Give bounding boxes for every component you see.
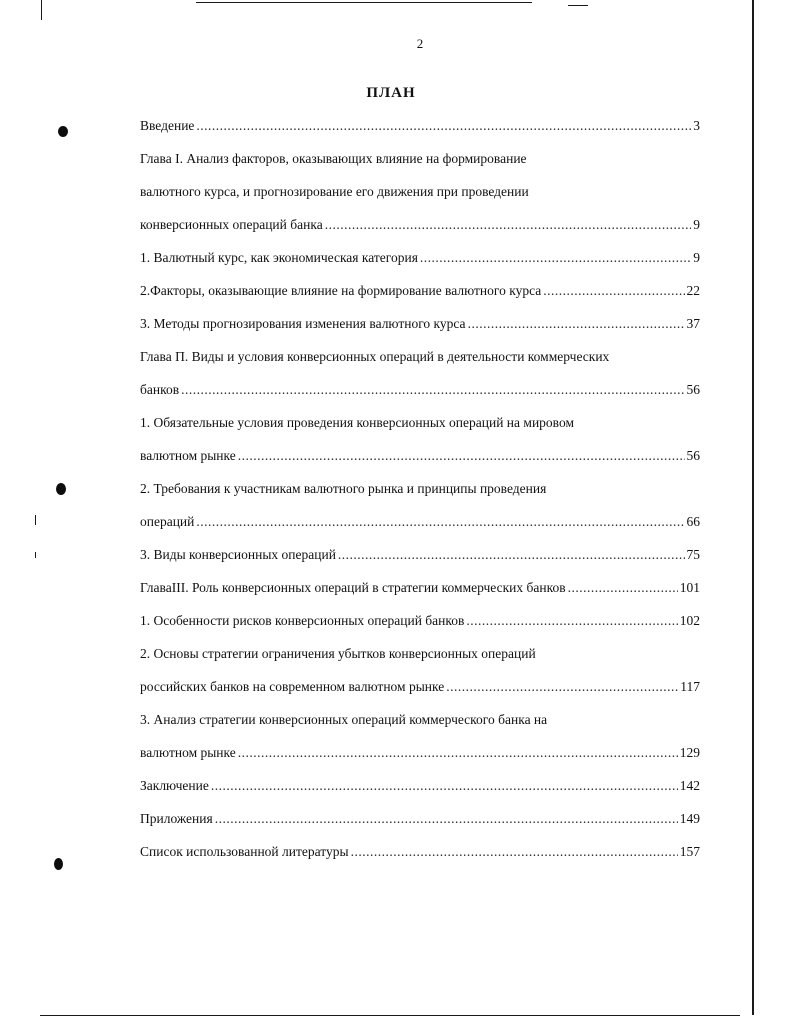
toc-entry-text: 2. Основы стратегии ограничения убытков конверсионных операций — [140, 646, 536, 661]
toc-line — [140, 607, 700, 640]
toc-entry-text: 2. Требования к участникам валютного рынка и принципы проведения — [140, 481, 547, 496]
toc-page-number: 149 — [679, 811, 700, 826]
toc-entry-text: 3. Виды конверсионных операций — [140, 547, 336, 562]
toc-line — [140, 640, 700, 673]
toc-line — [140, 409, 700, 442]
toc-entry-text: 3. Анализ стратегии конверсионных операций коммерческого банка на — [140, 712, 548, 727]
toc-line — [140, 178, 700, 211]
toc-entry-text: операций — [140, 514, 195, 529]
toc-page-number: 102 — [679, 613, 700, 628]
scan-mark-left-2 — [35, 552, 36, 558]
scan-left-edge — [41, 0, 42, 20]
toc-entry — [140, 310, 700, 343]
toc-entry-text: 3. Методы прогнозирования изменения валютного курса — [140, 316, 466, 331]
toc-leader-dots — [325, 211, 692, 238]
toc-page-number: 75 — [686, 547, 700, 562]
scan-bottom-rule — [40, 1015, 740, 1016]
toc-page-number: 129 — [679, 745, 700, 760]
scan-top-rule-left — [196, 2, 532, 3]
toc-entry-text: 2.Факторы, оказывающие влияние на формирование валютного курса — [140, 283, 542, 298]
toc-entry — [140, 772, 700, 805]
toc-line — [140, 739, 700, 772]
toc-entry-text: Глава I. Анализ факторов, оказывающих влияние на формирование — [140, 151, 527, 166]
scan-mark-left-1 — [35, 515, 36, 525]
toc-leader-dots — [468, 310, 685, 337]
toc-entry-text: ГлаваIII. Роль конверсионных операций в стратегии коммерческих банков — [140, 580, 566, 595]
toc-entry-text: валютном рынке — [140, 745, 236, 760]
toc-entry-text: российских банков на современном валютном рынке — [140, 679, 445, 694]
toc-page-number: 157 — [679, 844, 700, 859]
toc-line — [140, 145, 700, 178]
toc-line — [140, 508, 700, 541]
toc-line — [140, 277, 700, 310]
toc-leader-dots — [181, 376, 684, 403]
toc-entry-text: Заключение — [140, 778, 209, 793]
toc-page-number: 56 — [686, 382, 700, 397]
toc-entry-text: Список использованной литературы — [140, 844, 349, 859]
toc-leader-dots — [420, 244, 691, 271]
toc-leader-dots — [238, 442, 685, 469]
toc-line — [140, 673, 700, 706]
toc-entry-text: конверсионных операций банка — [140, 217, 323, 232]
toc-line — [140, 112, 700, 145]
toc-leader-dots — [196, 508, 684, 535]
punch-hole-middle — [56, 483, 66, 495]
toc-entry-text: валютного курса, и прогнозирование его движения при проведении — [140, 184, 529, 199]
toc-leader-dots — [196, 112, 691, 139]
toc-leader-dots — [568, 574, 678, 601]
toc-line — [140, 442, 700, 475]
toc-entry — [140, 607, 700, 640]
toc-entry — [140, 541, 700, 574]
toc-page-number: 142 — [679, 778, 700, 793]
toc-entry-text: Приложения — [140, 811, 213, 826]
toc-line — [140, 475, 700, 508]
toc-entry-text: 1. Особенности рисков конверсионных операций банков — [140, 613, 465, 628]
toc-line — [140, 706, 700, 739]
toc-line — [140, 541, 700, 574]
toc-entry — [140, 112, 700, 145]
toc-line — [140, 838, 700, 871]
toc-entry-text: валютном рынке — [140, 448, 236, 463]
toc-leader-dots — [338, 541, 685, 568]
toc-entry — [140, 805, 700, 838]
toc-page-number: 117 — [680, 679, 700, 694]
toc-entry — [140, 244, 700, 277]
toc-entry-text: Глава П. Виды и условия конверсионных операций в деятельности коммерческих — [140, 349, 610, 364]
toc-leader-dots — [351, 838, 678, 865]
toc-entry-text: 1. Обязательные условия проведения конверсионных операций на мировом — [140, 415, 574, 430]
toc-entry — [140, 640, 700, 706]
toc-page-number: 9 — [693, 217, 700, 232]
toc-leader-dots — [238, 739, 678, 766]
toc-page-number: 3 — [693, 118, 700, 133]
toc-page-number: 9 — [693, 250, 700, 265]
toc-page-number: 37 — [686, 316, 700, 331]
page-number: 2 — [416, 36, 424, 51]
toc-entry — [140, 277, 700, 310]
toc-entry — [140, 145, 700, 244]
scan-top-rule-right — [568, 5, 588, 6]
toc-entry — [140, 838, 700, 871]
toc-page-number: 101 — [679, 580, 700, 595]
toc-entry-text: банков — [140, 382, 180, 397]
table-of-contents — [140, 112, 700, 871]
toc-leader-dots — [466, 607, 677, 634]
plan-title: ПЛАН — [366, 85, 416, 101]
toc-entry — [140, 343, 700, 409]
toc-leader-dots — [215, 805, 678, 832]
toc-leader-dots — [211, 772, 678, 799]
toc-line — [140, 343, 700, 376]
toc-page-number: 66 — [686, 514, 700, 529]
toc-line — [140, 211, 700, 244]
toc-entry — [140, 574, 700, 607]
toc-entry — [140, 475, 700, 541]
toc-leader-dots — [446, 673, 678, 700]
scan-right-edge — [752, 0, 754, 1015]
toc-entry-text: 1. Валютный курс, как экономическая категория — [140, 250, 418, 265]
punch-hole-bottom — [54, 858, 63, 870]
toc-page-number: 22 — [686, 283, 700, 298]
toc-line — [140, 376, 700, 409]
toc-entry — [140, 706, 700, 772]
punch-hole-top — [58, 126, 68, 137]
toc-line — [140, 772, 700, 805]
toc-line — [140, 805, 700, 838]
toc-line — [140, 244, 700, 277]
toc-entry — [140, 409, 700, 475]
toc-line — [140, 310, 700, 343]
toc-page-number: 56 — [686, 448, 700, 463]
toc-leader-dots — [543, 277, 684, 304]
toc-line — [140, 574, 700, 607]
toc-entry-text: Введение — [140, 118, 195, 133]
